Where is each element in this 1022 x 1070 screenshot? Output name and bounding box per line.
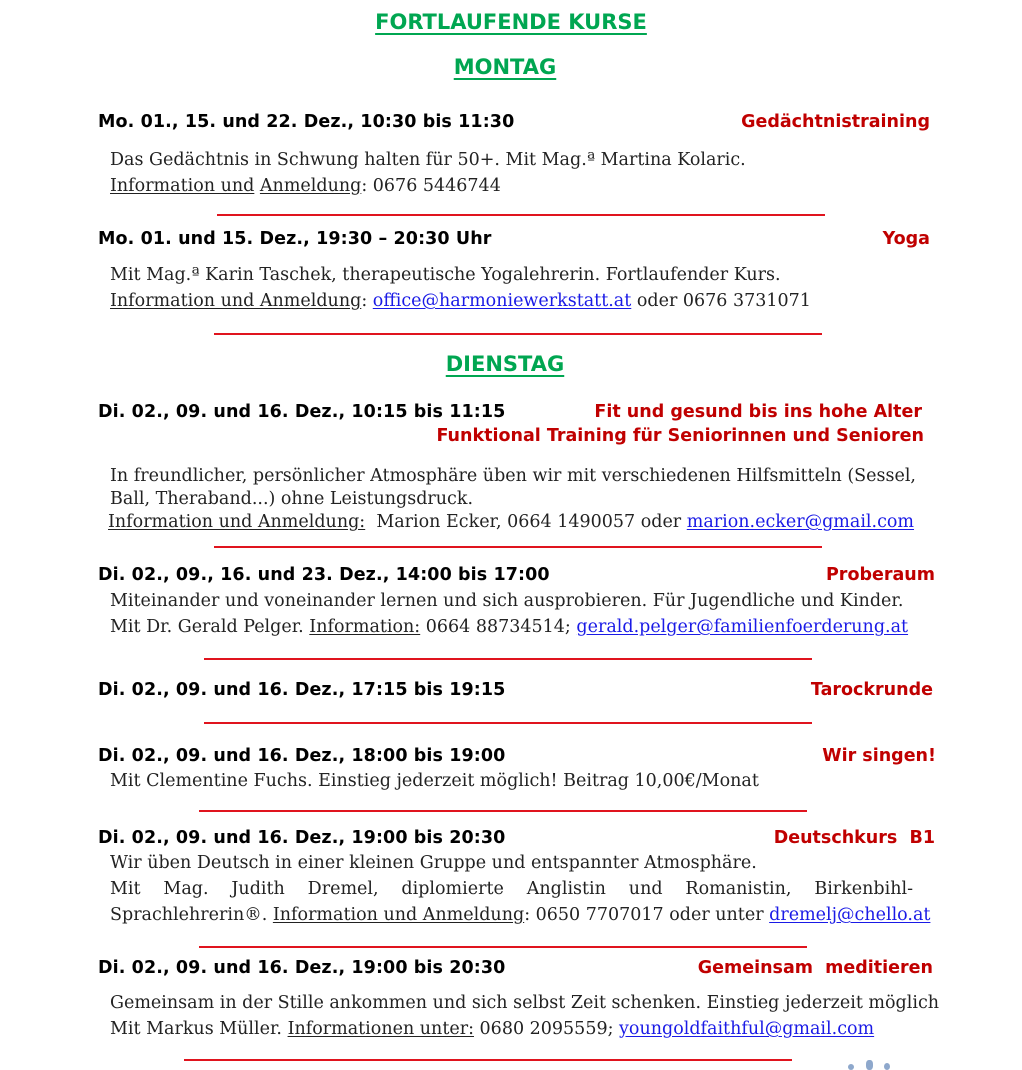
course-description: Mit Clementine Fuchs. Einstieg jederzeit möglich! Beitrag 10,00€/Monat [110, 771, 759, 791]
course-info [110, 291, 811, 311]
info-contact: : 0676 5446744 [361, 176, 501, 196]
info-label: Information: [309, 617, 421, 637]
info-label: Information und Anmeldung [272, 905, 525, 925]
info-label: Information und Anmeldung [110, 291, 362, 311]
course-description: Mit Mag.ª Karin Taschek, therapeutische Yogalehrerin. Fortlaufender Kurs. [110, 265, 781, 285]
info-label: Informationen unter: [287, 1019, 474, 1039]
info-intro: Mit Markus Müller. [110, 1019, 288, 1039]
course-title: Deutschkurs B1 [773, 828, 935, 848]
course-subtitle: Funktional Training für Seniorinnen und Senioren [436, 426, 924, 446]
course-title: Fit und gesund bis ins hohe Alter [594, 402, 922, 422]
info-contact: oder 0676 3731071 [631, 291, 811, 311]
info-label: Information und Anmeldung: [108, 512, 366, 532]
separator-line [204, 722, 812, 724]
separator-line [199, 946, 807, 948]
separator-line [184, 1059, 792, 1061]
info-contact: 0680 2095559; [473, 1019, 620, 1039]
info-contact: : 0650 7707017 oder unter [524, 905, 770, 925]
course-date: Di. 02., 09. und 16. Dez., 17:15 bis 19:15 [98, 680, 506, 700]
course-info [110, 617, 908, 637]
course-info [108, 512, 914, 532]
info-label: Information und [110, 176, 255, 196]
separator-line [199, 810, 807, 812]
course-title: Wir singen! [822, 746, 936, 766]
info-intro: Mit Dr. Gerald Pelger. [110, 617, 310, 637]
course-description-2: Mit Mag. Judith Dremel, diplomierte Anglistin und Romanistin, Birkenbihl- [110, 879, 913, 899]
info-contact: 0664 88734514; [420, 617, 577, 637]
course-info [110, 176, 501, 196]
course-date: Di. 02., 09. und 16. Dez., 10:15 bis 11:15 [98, 402, 506, 422]
separator-line [217, 214, 825, 216]
course-title: Yoga [882, 229, 930, 249]
separator-line [214, 333, 822, 335]
course-description-2: Ball, Theraband...) ohne Leistungsdruck. [110, 489, 474, 509]
email-link[interactable]: office@harmoniewerkstatt.at [372, 291, 632, 311]
course-description: Miteinander und voneinander lernen und sich ausprobieren. Für Jugendliche und Kinder. [110, 591, 904, 611]
email-link[interactable]: gerald.pelger@familienfoerderung.at [576, 617, 909, 637]
course-description: Das Gedächtnis in Schwung halten für 50+. Mit Mag.ª Martina Kolaric. [110, 150, 746, 170]
course-date: Di. 02., 09. und 16. Dez., 18:00 bis 19:00 [98, 746, 506, 766]
email-link[interactable]: marion.ecker@gmail.com [686, 512, 915, 532]
email-link[interactable]: dremelj@chello.at [769, 905, 931, 925]
course-date: Mo. 01., 15. und 22. Dez., 10:30 bis 11:30 [98, 112, 515, 132]
course-date: Di. 02., 09. und 16. Dez., 19:00 bis 20:30 [98, 828, 506, 848]
email-link[interactable]: youngoldfaithful@gmail.com [619, 1019, 875, 1039]
course-title: Gemeinsam meditieren [697, 958, 933, 978]
decorative-dots-icon [846, 1058, 906, 1070]
course-info [110, 1019, 874, 1039]
tuesday-heading: DIENSTAG [445, 352, 565, 376]
info-contact: Marion Ecker, 0664 1490057 oder [365, 512, 687, 532]
main-heading: FORTLAUFENDE KURSE [375, 10, 647, 34]
course-description: Wir üben Deutsch in einer kleinen Gruppe und entspannter Atmosphäre. [110, 853, 757, 873]
info-separator: : [361, 291, 373, 311]
info-intro: Sprachlehrerin®. [110, 905, 273, 925]
course-description: In freundlicher, persönlicher Atmosphäre üben wir mit verschiedenen Hilfsmitteln (Sessel, [110, 466, 916, 486]
course-title: Gedächtnistraining [741, 112, 930, 132]
course-info [110, 905, 930, 925]
info-label-2: Anmeldung [259, 176, 362, 196]
course-title: Proberaum [825, 565, 935, 585]
separator-line [204, 658, 812, 660]
course-description: Gemeinsam in der Stille ankommen und sich selbst Zeit schenken. Einstieg jederzeit möglich [110, 993, 940, 1013]
course-date: Di. 02., 09. und 16. Dez., 19:00 bis 20:30 [98, 958, 506, 978]
course-title: Tarockrunde [810, 680, 933, 700]
monday-heading: MONTAG [453, 55, 557, 79]
course-date: Mo. 01. und 15. Dez., 19:30 – 20:30 Uhr [98, 229, 492, 249]
separator-line [214, 546, 822, 548]
course-date: Di. 02., 09., 16. und 23. Dez., 14:00 bis 17:00 [98, 565, 550, 585]
